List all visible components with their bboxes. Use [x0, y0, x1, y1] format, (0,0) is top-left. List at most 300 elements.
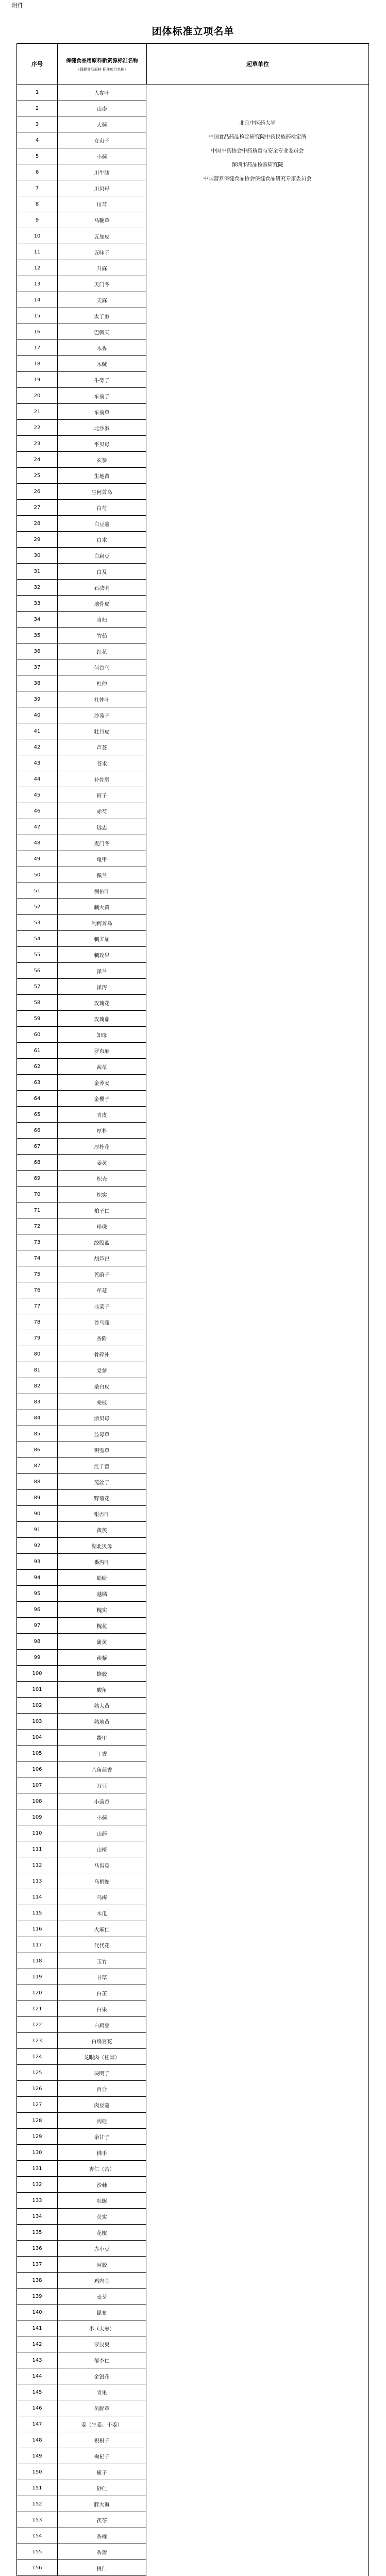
row-standard-name: 杜仲 — [96, 681, 107, 687]
table-row — [17, 867, 146, 883]
table-row — [17, 2161, 146, 2177]
row-seq: 26 — [17, 484, 58, 499]
row-seq: 156 — [17, 2560, 58, 2575]
row-standard-name: 罗布麻 — [94, 1048, 110, 1055]
drafting-unit: 北京中医药大学 — [239, 121, 276, 126]
row-seq: 96 — [17, 1602, 58, 1617]
row-standard-name: 地骨皮 — [94, 601, 110, 607]
row-standard-name: 龙眼肉（桂圆） — [83, 2055, 120, 2061]
table-row — [17, 1075, 146, 1091]
row-seq: 78 — [17, 1314, 58, 1330]
row-standard-name: 巴戟天 — [94, 330, 110, 336]
table-row — [17, 132, 146, 148]
row-seq: 89 — [17, 1490, 58, 1505]
row-standard-name: 木贼 — [96, 362, 107, 368]
row-standard-name: 白芷 — [96, 1991, 107, 1997]
standard-rows — [17, 84, 146, 2576]
table-row — [17, 931, 146, 947]
row-seq: 30 — [17, 548, 58, 563]
row-standard-name: 玄参 — [96, 457, 107, 464]
drafting-unit: 中国营养保健食品协会保健食品研究专家委员会 — [203, 176, 312, 182]
row-seq: 22 — [17, 420, 58, 435]
row-standard-name: 诃子 — [96, 793, 107, 799]
row-standard-name: 韭菜子 — [94, 1304, 110, 1310]
table-row — [17, 420, 146, 436]
row-standard-name: 苍术 — [96, 761, 107, 767]
table-row — [17, 2209, 146, 2225]
row-standard-name: 制何首乌 — [91, 921, 112, 927]
table-row — [17, 2480, 146, 2496]
attachment-label: 附件 — [11, 2, 24, 9]
table-row — [17, 1905, 146, 1921]
row-standard-name: 白果 — [96, 2007, 107, 2013]
table-row — [17, 803, 146, 819]
table-row — [17, 1618, 146, 1634]
table-row — [17, 628, 146, 643]
row-seq: 123 — [17, 2033, 58, 2048]
table-row — [17, 1921, 146, 1937]
table-row — [17, 1937, 146, 1953]
row-standard-name: 蒺藜 — [96, 1655, 107, 1662]
table-row — [17, 1394, 146, 1410]
table-row — [17, 755, 146, 771]
table-row — [17, 324, 146, 340]
row-standard-name: 熟地黄 — [94, 1719, 110, 1725]
row-seq: 98 — [17, 1634, 58, 1649]
row-seq: 121 — [17, 2001, 58, 2016]
row-seq: 131 — [17, 2161, 58, 2176]
row-seq: 100 — [17, 1666, 58, 1681]
row-seq: 67 — [17, 1139, 58, 1154]
table-row — [17, 1107, 146, 1123]
row-seq: 43 — [17, 755, 58, 771]
row-standard-name: 槐实 — [96, 1607, 107, 1614]
row-standard-name: 代代花 — [94, 1943, 110, 1949]
row-standard-name: 北沙参 — [94, 426, 110, 432]
row-seq: 57 — [17, 979, 58, 994]
row-standard-name: 枳椇子 — [94, 2438, 110, 2444]
table-row — [17, 196, 146, 212]
row-standard-name: 花椒 — [96, 2230, 107, 2236]
row-seq: 3 — [17, 116, 58, 132]
row-standard-name: 山楂 — [96, 1847, 107, 1853]
row-seq: 149 — [17, 2448, 58, 2464]
row-seq: 42 — [17, 739, 58, 755]
row-standard-name: 木香 — [96, 346, 107, 352]
row-standard-name: 升麻 — [96, 266, 107, 272]
row-standard-name: 龟甲 — [96, 857, 107, 863]
row-standard-name: 胡芦巴 — [94, 1256, 110, 1262]
row-seq: 111 — [17, 1841, 58, 1857]
row-standard-name: 厚朴 — [96, 1128, 107, 1134]
row-seq: 28 — [17, 516, 58, 531]
table-row — [17, 2384, 146, 2400]
table-row — [17, 1426, 146, 1442]
row-seq: 5 — [17, 148, 58, 164]
row-standard-name: 姜黄 — [96, 1160, 107, 1166]
row-seq: 64 — [17, 1091, 58, 1106]
table-row — [17, 436, 146, 452]
row-standard-name: 佛手 — [96, 2150, 107, 2157]
header-standard-name-title: 保健食品用原料新资源标准名称 — [66, 58, 138, 64]
table-row — [17, 739, 146, 755]
row-standard-name: 野菊花 — [94, 1496, 110, 1502]
row-seq: 124 — [17, 2049, 58, 2064]
table-row — [17, 2320, 146, 2336]
row-standard-name: 马齿苋 — [94, 1863, 110, 1869]
row-standard-name: 小蓟 — [96, 154, 107, 160]
row-seq: 84 — [17, 1410, 58, 1426]
row-seq: 106 — [17, 1761, 58, 1777]
row-seq: 23 — [17, 436, 58, 451]
table-row — [17, 1650, 146, 1666]
table-row — [17, 2512, 146, 2528]
table-row — [17, 1011, 146, 1027]
row-seq: 63 — [17, 1075, 58, 1090]
row-seq: 135 — [17, 2225, 58, 2240]
table-row — [17, 1745, 146, 1761]
row-standard-name: 川贝母 — [94, 186, 110, 192]
row-standard-name: 余甘子 — [94, 2134, 110, 2141]
table-row — [17, 1969, 146, 1985]
row-seq: 118 — [17, 1953, 58, 1969]
row-standard-name: 金银花 — [94, 2374, 110, 2380]
table-row — [17, 1714, 146, 1730]
row-standard-name: 车前子 — [94, 394, 110, 400]
row-seq: 137 — [17, 2257, 58, 2272]
table-row — [17, 1985, 146, 2001]
table-row — [17, 2033, 146, 2049]
row-standard-name: 茯苓 — [96, 2518, 107, 2524]
table-row — [17, 308, 146, 324]
row-seq: 74 — [17, 1250, 58, 1266]
table-row — [17, 979, 146, 995]
row-standard-name: 青皮 — [96, 1112, 107, 1118]
row-seq: 128 — [17, 2113, 58, 2128]
table-row — [17, 516, 146, 532]
table-row — [17, 2081, 146, 2097]
row-seq: 18 — [17, 356, 58, 371]
row-standard-name: 刀豆 — [96, 1783, 107, 1789]
row-seq: 90 — [17, 1506, 58, 1521]
row-standard-name: 沙棘 — [96, 2182, 107, 2189]
row-seq: 107 — [17, 1777, 58, 1793]
row-standard-name: 木瓜 — [96, 1911, 107, 1917]
table-row — [17, 1442, 146, 1458]
table-row — [17, 2017, 146, 2033]
table-row — [17, 883, 146, 899]
row-seq: 38 — [17, 675, 58, 691]
row-standard-name: 白扁豆 — [94, 553, 110, 560]
row-standard-name: 何首乌 — [94, 665, 110, 671]
row-seq: 12 — [17, 260, 58, 276]
row-standard-name: 姜（生姜、干姜） — [81, 2422, 123, 2428]
row-seq: 49 — [17, 851, 58, 867]
row-seq: 94 — [17, 1570, 58, 1585]
table-row — [17, 1873, 146, 1889]
table-row — [17, 500, 146, 516]
row-seq: 8 — [17, 196, 58, 212]
table-row — [17, 1698, 146, 1714]
row-standard-name: 银杏叶 — [94, 1512, 110, 1518]
table-row — [17, 1506, 146, 1522]
row-seq: 68 — [17, 1155, 58, 1170]
row-standard-name: 柏子仁 — [94, 1208, 110, 1214]
row-standard-name: 白术 — [96, 537, 107, 544]
row-seq: 53 — [17, 915, 58, 930]
row-seq: 133 — [17, 2193, 58, 2208]
row-seq: 104 — [17, 1730, 58, 1745]
row-seq: 66 — [17, 1123, 58, 1138]
table-row — [17, 340, 146, 356]
row-standard-name: 首乌藤 — [94, 1320, 110, 1326]
row-standard-name: 菟丝子 — [94, 1480, 110, 1486]
row-standard-name: 远志 — [96, 825, 107, 831]
row-standard-name: 五味子 — [94, 250, 110, 256]
row-standard-name: 刺五加 — [94, 937, 110, 943]
table-row — [17, 2544, 146, 2560]
table-row — [17, 372, 146, 388]
row-seq: 146 — [17, 2400, 58, 2416]
row-seq: 129 — [17, 2129, 58, 2144]
row-seq: 151 — [17, 2480, 58, 2496]
table-row — [17, 1586, 146, 1602]
table-row — [17, 1330, 146, 1346]
table-row — [17, 2225, 146, 2241]
row-standard-name: 枳实 — [96, 1192, 107, 1198]
table-row — [17, 2257, 146, 2273]
table-row — [17, 2145, 146, 2161]
row-seq: 101 — [17, 1682, 58, 1697]
row-seq: 48 — [17, 835, 58, 851]
row-standard-name: 当归 — [96, 617, 107, 623]
table-row — [17, 1761, 146, 1777]
row-seq: 20 — [17, 388, 58, 403]
table-row — [17, 1474, 146, 1490]
row-standard-name: 天门冬 — [94, 282, 110, 288]
header-seq: 序号 — [17, 44, 58, 84]
row-seq: 154 — [17, 2528, 58, 2544]
row-standard-name: 泽泻 — [96, 985, 107, 991]
row-seq: 103 — [17, 1714, 58, 1729]
row-standard-name: 珍珠 — [96, 1224, 107, 1230]
row-standard-name: 佩兰 — [96, 873, 107, 879]
row-seq: 116 — [17, 1921, 58, 1937]
table-row — [17, 1825, 146, 1841]
table-row — [17, 2273, 146, 2289]
row-seq: 136 — [17, 2241, 58, 2256]
row-seq: 110 — [17, 1825, 58, 1841]
row-seq: 37 — [17, 659, 58, 675]
table-row — [17, 1314, 146, 1330]
table-row — [17, 2496, 146, 2512]
table-row — [17, 1634, 146, 1650]
row-seq: 61 — [17, 1043, 58, 1058]
row-standard-name: 五加皮 — [94, 234, 110, 240]
row-standard-name: 牛蒡子 — [94, 378, 110, 384]
row-seq: 65 — [17, 1107, 58, 1122]
table-row — [17, 2400, 146, 2416]
row-seq: 145 — [17, 2384, 58, 2400]
row-standard-name: 桑枝 — [96, 1400, 107, 1406]
row-seq: 25 — [17, 468, 58, 483]
table-row — [17, 548, 146, 564]
row-standard-name: 决明子 — [94, 2071, 110, 2077]
row-seq: 27 — [17, 500, 58, 515]
table-row — [17, 612, 146, 628]
row-seq: 56 — [17, 963, 58, 978]
row-seq: 95 — [17, 1586, 58, 1601]
row-standard-name: 泽兰 — [96, 969, 107, 975]
table-row — [17, 564, 146, 580]
row-standard-name: 酸角 — [96, 1687, 107, 1693]
drafting-unit: 中国中药协会中药质量与安全专业委员会 — [211, 148, 304, 154]
row-standard-name: 白扁豆 — [94, 2023, 110, 2029]
header-drafting-units: 起草单位 — [246, 61, 269, 67]
table-row — [17, 2352, 146, 2368]
row-seq: 148 — [17, 2432, 58, 2448]
header-standard-name-subtitle: （保健食品原料 标准项目名称） — [76, 67, 128, 72]
row-seq: 91 — [17, 1522, 58, 1537]
row-standard-name: 赤芍 — [96, 809, 107, 815]
table-row — [17, 1282, 146, 1298]
table-row — [17, 835, 146, 851]
table-row — [17, 1666, 146, 1682]
row-standard-name: 金荞麦 — [94, 1080, 110, 1087]
row-seq: 29 — [17, 532, 58, 547]
table-row — [17, 1570, 146, 1586]
row-standard-name: 香附 — [96, 1336, 107, 1342]
row-seq: 4 — [17, 132, 58, 148]
row-standard-name: 枳壳 — [96, 1176, 107, 1182]
table-row — [17, 580, 146, 596]
table-row — [17, 707, 146, 723]
table-row — [17, 484, 146, 500]
table-row — [17, 819, 146, 835]
row-seq: 87 — [17, 1458, 58, 1473]
table-row — [17, 2368, 146, 2384]
row-seq: 1 — [17, 84, 58, 100]
table-row — [17, 1458, 146, 1474]
row-standard-name: 乌梢蛇 — [94, 1879, 110, 1885]
table-row — [17, 1123, 146, 1139]
row-standard-name: 补骨脂 — [94, 777, 110, 783]
table-row — [17, 212, 146, 228]
table-row — [17, 1730, 146, 1745]
row-seq: 122 — [17, 2017, 58, 2032]
row-standard-name: 火麻仁 — [94, 1927, 110, 1933]
table-row — [17, 1155, 146, 1171]
drafting-unit: 中国食品药品检定研究院中药民族药检定所 — [208, 134, 307, 140]
table-row — [17, 84, 146, 100]
row-standard-name: 知母 — [96, 1032, 107, 1039]
table-row — [17, 1298, 146, 1314]
row-seq: 35 — [17, 628, 58, 643]
row-standard-name: 白芍 — [96, 505, 107, 512]
row-standard-name: 荜茇 — [96, 1288, 107, 1294]
row-seq: 138 — [17, 2273, 58, 2288]
table-row — [17, 1682, 146, 1698]
table-row — [17, 2097, 146, 2113]
row-standard-name: 小蓟 — [96, 1815, 107, 1821]
table-row — [17, 1809, 146, 1825]
row-seq: 153 — [17, 2512, 58, 2528]
row-seq: 119 — [17, 1969, 58, 1985]
row-seq: 72 — [17, 1218, 58, 1234]
row-standard-name: 浙贝母 — [94, 1416, 110, 1422]
row-standard-name: 白及 — [96, 569, 107, 575]
row-seq: 41 — [17, 723, 58, 739]
row-standard-name: 鱼腥草 — [94, 2406, 110, 2412]
row-standard-name: 淫羊藿 — [94, 1464, 110, 1470]
row-standard-name: 桑白皮 — [94, 1384, 110, 1390]
row-seq: 54 — [17, 931, 58, 946]
table-row — [17, 947, 146, 963]
table-row — [17, 404, 146, 420]
row-standard-name: 骨碎补 — [94, 1352, 110, 1358]
table-row — [17, 180, 146, 196]
table-row — [17, 2241, 146, 2257]
row-seq: 126 — [17, 2081, 58, 2096]
row-seq: 102 — [17, 1698, 58, 1713]
table-row — [17, 244, 146, 260]
row-standard-name: 小茴香 — [94, 1799, 110, 1805]
table-row — [17, 276, 146, 292]
row-standard-name: 玉竹 — [96, 1959, 107, 1965]
table-row — [17, 260, 146, 276]
table-row — [17, 1793, 146, 1809]
row-seq: 33 — [17, 596, 58, 611]
row-standard-name: 白扁豆花 — [91, 2039, 112, 2045]
table-row — [17, 1218, 146, 1234]
table-row — [17, 116, 146, 132]
row-seq: 152 — [17, 2496, 58, 2512]
row-standard-name: 生何首乌 — [91, 489, 112, 496]
table-row — [17, 1171, 146, 1187]
table-row — [17, 1522, 146, 1538]
table-row — [17, 2049, 146, 2065]
row-standard-name: 玫瑰花 — [94, 1001, 110, 1007]
row-standard-name: 平贝母 — [94, 442, 110, 448]
table-row — [17, 2304, 146, 2320]
row-standard-name: 黄芪 — [96, 1528, 107, 1534]
row-standard-name: 越橘 — [96, 1591, 107, 1598]
row-seq: 109 — [17, 1809, 58, 1825]
row-seq: 34 — [17, 612, 58, 627]
table-row — [17, 2464, 146, 2480]
table-row — [17, 675, 146, 691]
table-row — [17, 899, 146, 915]
row-standard-name: 青果 — [96, 2390, 107, 2396]
row-standard-name: 山柰 — [96, 106, 107, 112]
row-seq: 147 — [17, 2416, 58, 2432]
row-seq: 134 — [17, 2209, 58, 2224]
row-seq: 73 — [17, 1234, 58, 1250]
table-row — [17, 963, 146, 979]
row-standard-name: 人参叶 — [94, 90, 110, 96]
table-row — [17, 851, 146, 867]
row-standard-name: 制大黄 — [94, 905, 110, 911]
drafting-units-cell — [146, 84, 368, 2576]
row-seq: 115 — [17, 1905, 58, 1921]
row-seq: 55 — [17, 947, 58, 962]
row-standard-name: 茺蔚子 — [94, 1272, 110, 1278]
row-seq: 7 — [17, 180, 58, 196]
row-seq: 40 — [17, 707, 58, 723]
table-row — [17, 532, 146, 548]
row-standard-name: 茜草 — [96, 1064, 107, 1071]
row-standard-name: 金樱子 — [94, 1096, 110, 1103]
